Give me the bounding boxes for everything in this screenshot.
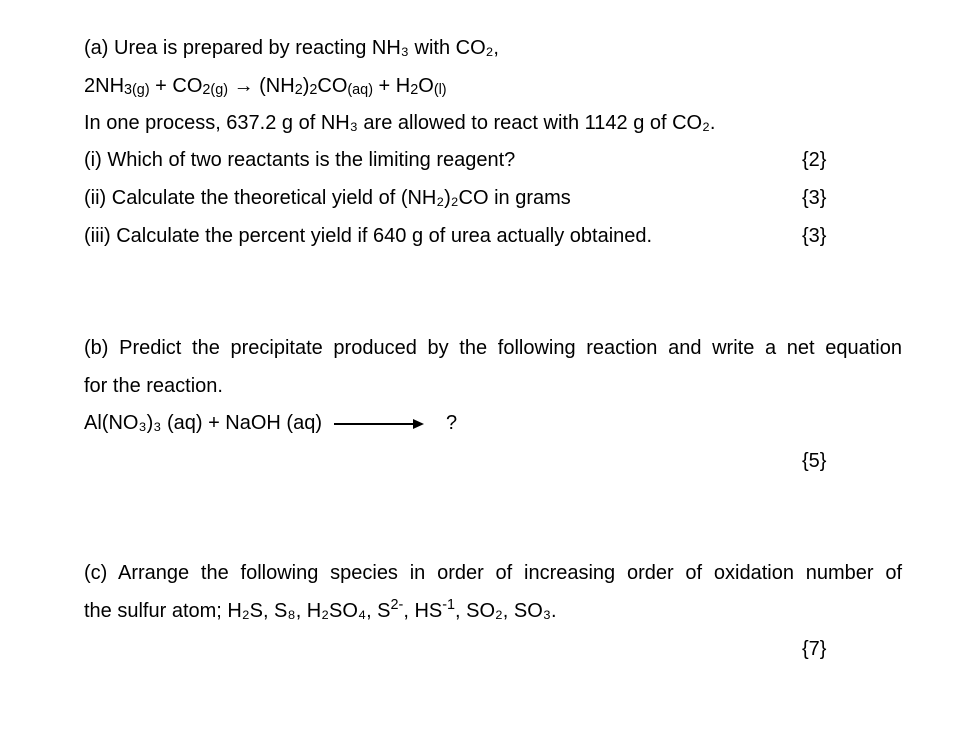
eq-plus-co2: + CO	[155, 75, 203, 97]
reaction-lhs: Al(NO₃)₃ (aq) + NaOH (aq)	[84, 412, 322, 434]
eq-nh3-sub: 3(g)	[124, 82, 150, 99]
question-a-ii: (ii) Calculate the theoretical yield of (NH₂)₂CO in grams	[84, 187, 571, 209]
part-a-process: In one process, 637.2 g of NH₃ are allowed to react with 1142 g of CO₂.	[84, 112, 716, 134]
eq-urea-state: (aq)	[347, 82, 373, 99]
eq-urea-open: (NH	[259, 75, 295, 97]
eq-nh3: 2NH	[84, 75, 125, 97]
part-c-line1: (c) Arrange the following species in order of increasing order of oxidation number of	[84, 562, 902, 584]
part-b-line1: (b) Predict the precipitate produced by the following reaction and write a net equation	[84, 337, 902, 359]
eq-arrow: →	[233, 75, 254, 97]
marks-a-ii: {3}	[802, 187, 827, 209]
s2-charge: 2-	[390, 597, 404, 614]
marks-c: {7}	[802, 638, 827, 660]
hs-charge: -1	[442, 597, 456, 614]
eq-urea-sub1: 2	[294, 82, 303, 99]
eq-urea-close: )	[302, 75, 310, 97]
eq-h2o-sub: 2	[410, 82, 419, 99]
question-a-iii: (iii) Calculate the percent yield if 640 g of urea actually obtained.	[84, 225, 653, 247]
marks-a-iii: {3}	[802, 225, 827, 247]
part-b-line2: for the reaction.	[84, 375, 223, 397]
eq-co2-sub: 2(g)	[202, 82, 229, 99]
eq-urea-sub2: 2	[309, 82, 318, 99]
urea-equation	[84, 74, 447, 98]
part-a-intro: (a) Urea is prepared by reacting NH₃ with CO₂,	[84, 37, 499, 59]
reaction-arrow-icon	[334, 411, 424, 435]
eq-h2o-o: O	[418, 75, 434, 97]
question-a-i: (i) Which of two reactants is the limiting reagent?	[84, 149, 516, 171]
part-b-reaction	[84, 411, 457, 435]
marks-b: {5}	[802, 450, 827, 472]
marks-a-i: {2}	[802, 149, 827, 171]
reaction-rhs: ?	[446, 412, 458, 434]
eq-plus-h2o: + H	[378, 75, 411, 97]
species-list: the sulfur atom; H₂S, S₈, H₂SO₄, S	[84, 600, 391, 622]
eq-h2o-state: (l)	[433, 82, 447, 99]
eq-urea-co: CO	[317, 75, 348, 97]
species-end: , SO₂, SO₃.	[455, 600, 557, 622]
species-hs: , HS	[403, 600, 443, 622]
part-c-line2	[84, 599, 557, 623]
